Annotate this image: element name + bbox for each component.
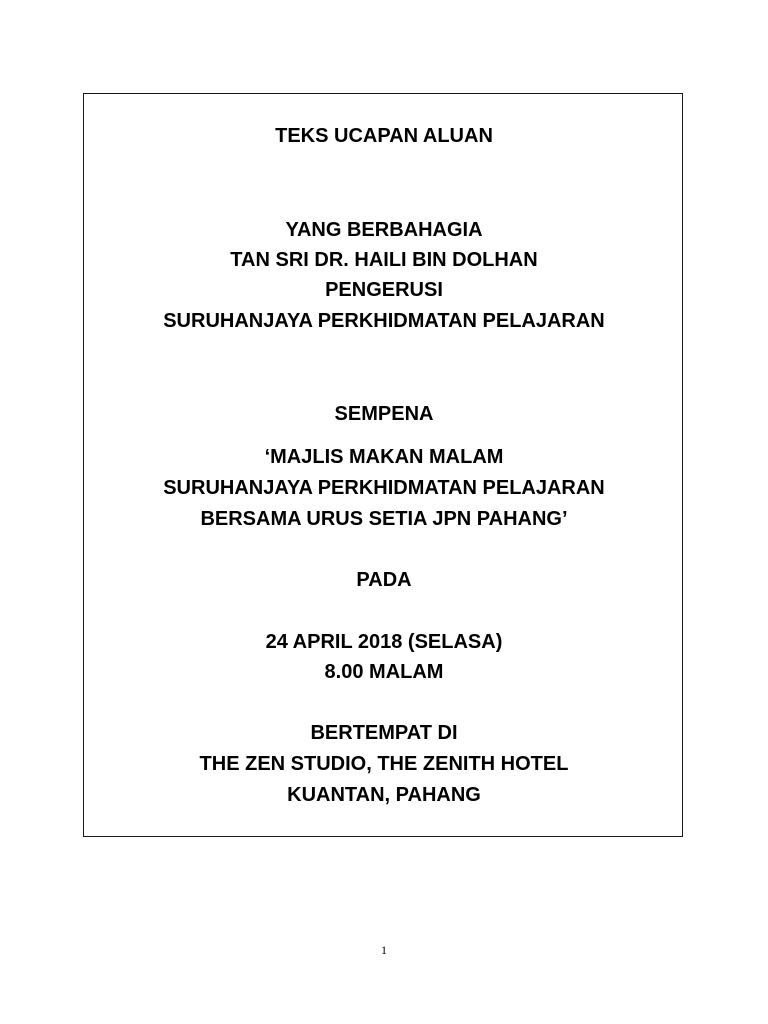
organization: SURUHANJAYA PERKHIDMATAN PELAJARAN [163,310,605,332]
page-number: 1 [381,943,387,957]
event-date: 24 APRIL 2018 (SELASA) [265,631,503,653]
event-line-3: BERSAMA URUS SETIA JPN PAHANG’ [200,508,568,530]
speaker-position: PENGERUSI [325,279,443,301]
venue-label: BERTEMPAT DI [310,722,458,744]
event-line-2: SURUHANJAYA PERKHIDMATAN PELAJARAN [163,477,605,499]
honorific: YANG BERBAHAGIA [285,219,483,241]
event-time: 8.00 MALAM [324,661,444,683]
speaker-name: TAN SRI DR. HAILI BIN DOLHAN [230,249,538,271]
event-line-1: ‘MAJLIS MAKAN MALAM [264,446,504,468]
date-label: PADA [356,569,412,591]
occasion-label: SEMPENA [334,403,434,425]
document-title: TEKS UCAPAN ALUAN [275,125,493,147]
venue-line-1: THE ZEN STUDIO, THE ZENITH HOTEL [199,753,569,775]
venue-line-2: KUANTAN, PAHANG [287,784,481,806]
